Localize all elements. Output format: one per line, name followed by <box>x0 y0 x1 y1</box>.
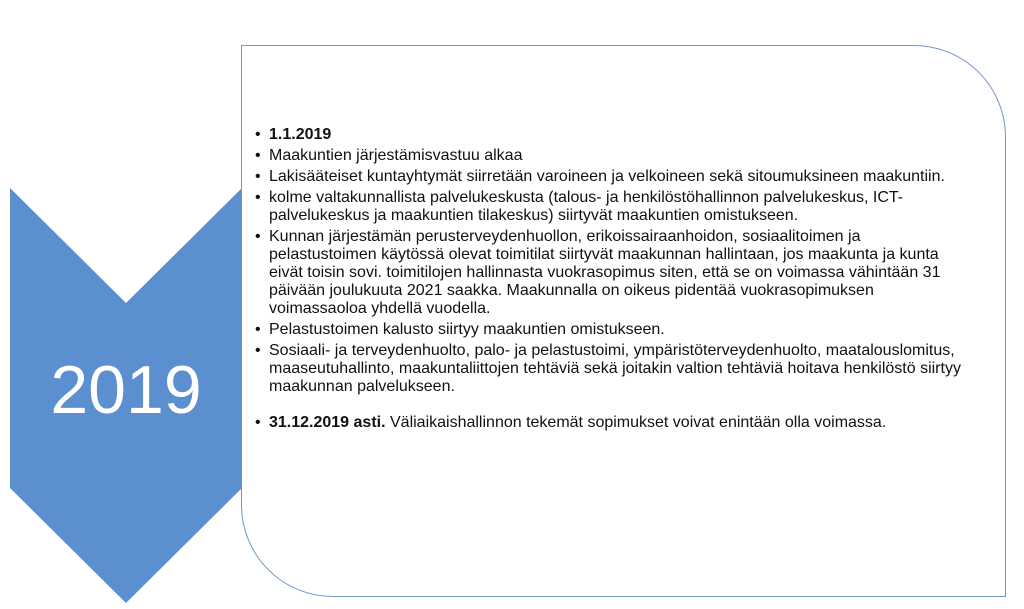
bullet-dot: • <box>255 342 261 359</box>
item-bold-text: 1.1.2019 <box>269 126 332 143</box>
item-text: kolme valtakunnallista palvelukeskusta (talous- ja henkilöstöhallinnon palvelukeskus, ICT-palvelukeskus ja maakuntien tilakeskus) siirtyvät maakuntien omistukseen. <box>269 189 904 224</box>
list-item <box>255 126 970 144</box>
item-text: Väliaikaishallinnon tekemät sopimukset voivat enintään olla voimassa. <box>385 414 887 431</box>
item-text: Pelastustoimen kalusto siirtyy maakuntien omistukseen. <box>269 321 665 338</box>
item-text: Kunnan järjestämän perusterveydenhuollon, erikoissairaanhoidon, sosiaalitoimen ja pelastustoimen käytössä olevat toimitilat siirtyvät maakunnan hallintaan, jos maakunta ja kunta eivät toisin sovi. toimitilojen hallinnasta vuokrasopimus siten, että se on voimassa vähintään 31 päivään joulukuuta 2021 saakka. Maakunnalla on oikeus pidentää vuokrasopimuksen voimassaoloa yhdellä vuodella. <box>269 228 941 317</box>
list-item <box>255 321 970 339</box>
bullet-dot: • <box>255 147 261 164</box>
bullet-list <box>255 126 970 435</box>
bullet-dot: • <box>255 189 261 206</box>
bullet-dot: • <box>255 168 261 185</box>
list-item <box>255 342 970 396</box>
list-item <box>255 168 970 186</box>
list-item <box>255 147 970 165</box>
item-text: Maakuntien järjestämisvastuu alkaa <box>269 147 523 164</box>
item-text: Sosiaali- ja terveydenhuolto, palo- ja pelastustoimi, ympäristöterveydenhuolto, maatalouslomitus, maaseutuhallinto, maakuntaliittojen tehtäviä sekä joitakin valtion tehtäviä hoitava henkilöstö siirtyy maakunnan palvelukseen. <box>269 342 961 395</box>
bullet-dot: • <box>255 321 261 338</box>
bullet-dot: • <box>255 126 261 143</box>
year-label: 2019 <box>50 352 202 428</box>
item-text: Lakisääteiset kuntayhtymät siirretään varoineen ja velkoineen sekä sitoumuksineen maakuntiin. <box>269 168 945 185</box>
bullet-dot: • <box>255 414 261 431</box>
item-bold-text: 31.12.2019 asti. <box>269 414 386 431</box>
bullet-dot: • <box>255 228 261 245</box>
list-item <box>255 228 970 318</box>
list-item <box>255 189 970 225</box>
list-item <box>255 414 970 432</box>
